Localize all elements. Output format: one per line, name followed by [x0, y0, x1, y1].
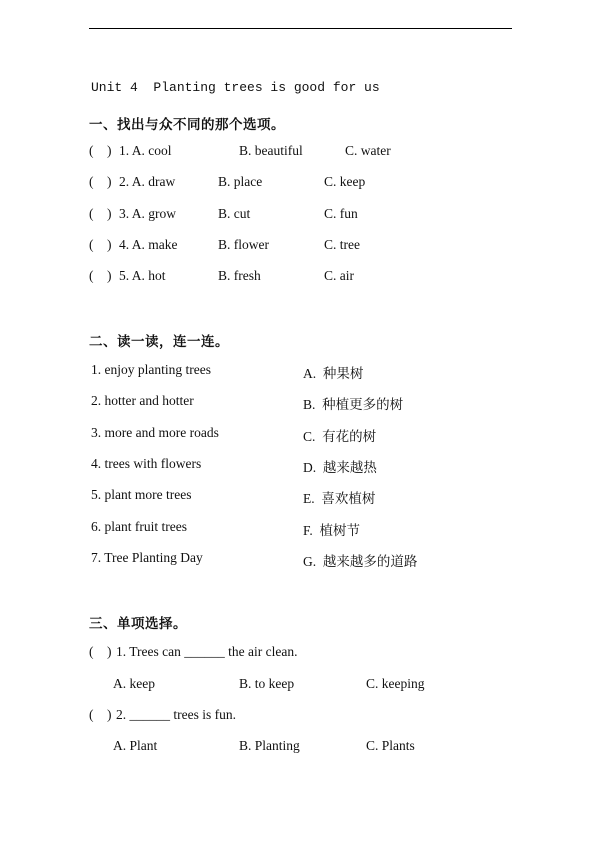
section3-heading: 三、单项选择。: [89, 616, 187, 632]
option-c: C. fun: [324, 206, 358, 221]
option-c: C. keep: [324, 174, 366, 189]
option-c: C. keeping: [366, 676, 425, 691]
match-right-d[interactable]: D. 越来越热: [303, 460, 377, 475]
option-a: 3. A. grow: [119, 206, 176, 221]
answer-blank[interactable]: ( ): [89, 206, 112, 221]
match-left-2[interactable]: 2. hotter and hotter: [91, 393, 194, 408]
match-right-f[interactable]: F. 植树节: [303, 523, 361, 538]
match-left-6[interactable]: 6. plant fruit trees: [91, 519, 187, 534]
option-c: C. tree: [324, 237, 360, 252]
match-left-4[interactable]: 4. trees with flowers: [91, 456, 202, 471]
answer-blank[interactable]: ( ): [89, 143, 112, 158]
match-left-3[interactable]: 3. more and more roads: [91, 425, 219, 440]
option-a: 1. A. cool: [119, 143, 172, 158]
answer-blank[interactable]: ( ): [89, 268, 112, 283]
option-c: C. water: [345, 143, 391, 158]
option-b: B. beautiful: [239, 143, 303, 158]
option-b: B. cut: [218, 206, 251, 221]
option-a: 4. A. make: [119, 237, 178, 252]
match-left-7[interactable]: 7. Tree Planting Day: [91, 550, 203, 565]
match-right-g[interactable]: G. 越来越多的道路: [303, 554, 418, 569]
option-c: C. air: [324, 268, 354, 283]
option-b: B. to keep: [239, 676, 295, 691]
match-left-5[interactable]: 5. plant more trees: [91, 487, 192, 502]
match-right-c[interactable]: C. 有花的树: [303, 429, 377, 444]
option-a: A. keep: [113, 676, 155, 691]
answer-blank[interactable]: ( ): [89, 237, 112, 252]
section1-heading: 一、找出与众不同的那个选项。: [89, 117, 285, 133]
option-b: B. flower: [218, 237, 269, 252]
answer-blank[interactable]: ( ): [89, 644, 112, 659]
section2-heading: 二、读一读，连一连。: [89, 334, 229, 350]
question-text: 1. Trees can ______ the air clean.: [116, 644, 298, 659]
page-title: Unit 4 Planting trees is good for us: [91, 80, 380, 95]
match-right-e[interactable]: E. 喜欢植树: [303, 491, 376, 506]
option-b: B. fresh: [218, 268, 261, 283]
answer-blank[interactable]: ( ): [89, 707, 112, 722]
option-b: B. place: [218, 174, 263, 189]
question-text: 2. ______ trees is fun.: [116, 707, 236, 722]
match-right-b[interactable]: B. 种植更多的树: [303, 397, 404, 412]
option-b: B. Planting: [239, 738, 300, 753]
option-a: A. Plant: [113, 738, 158, 753]
option-a: 5. A. hot: [119, 268, 166, 283]
option-a: 2. A. draw: [119, 174, 176, 189]
match-left-1[interactable]: 1. enjoy planting trees: [91, 362, 211, 377]
answer-blank[interactable]: ( ): [89, 174, 112, 189]
header-rule: [89, 28, 512, 29]
option-c: C. Plants: [366, 738, 415, 753]
match-right-a[interactable]: A. 种果树: [303, 366, 364, 381]
